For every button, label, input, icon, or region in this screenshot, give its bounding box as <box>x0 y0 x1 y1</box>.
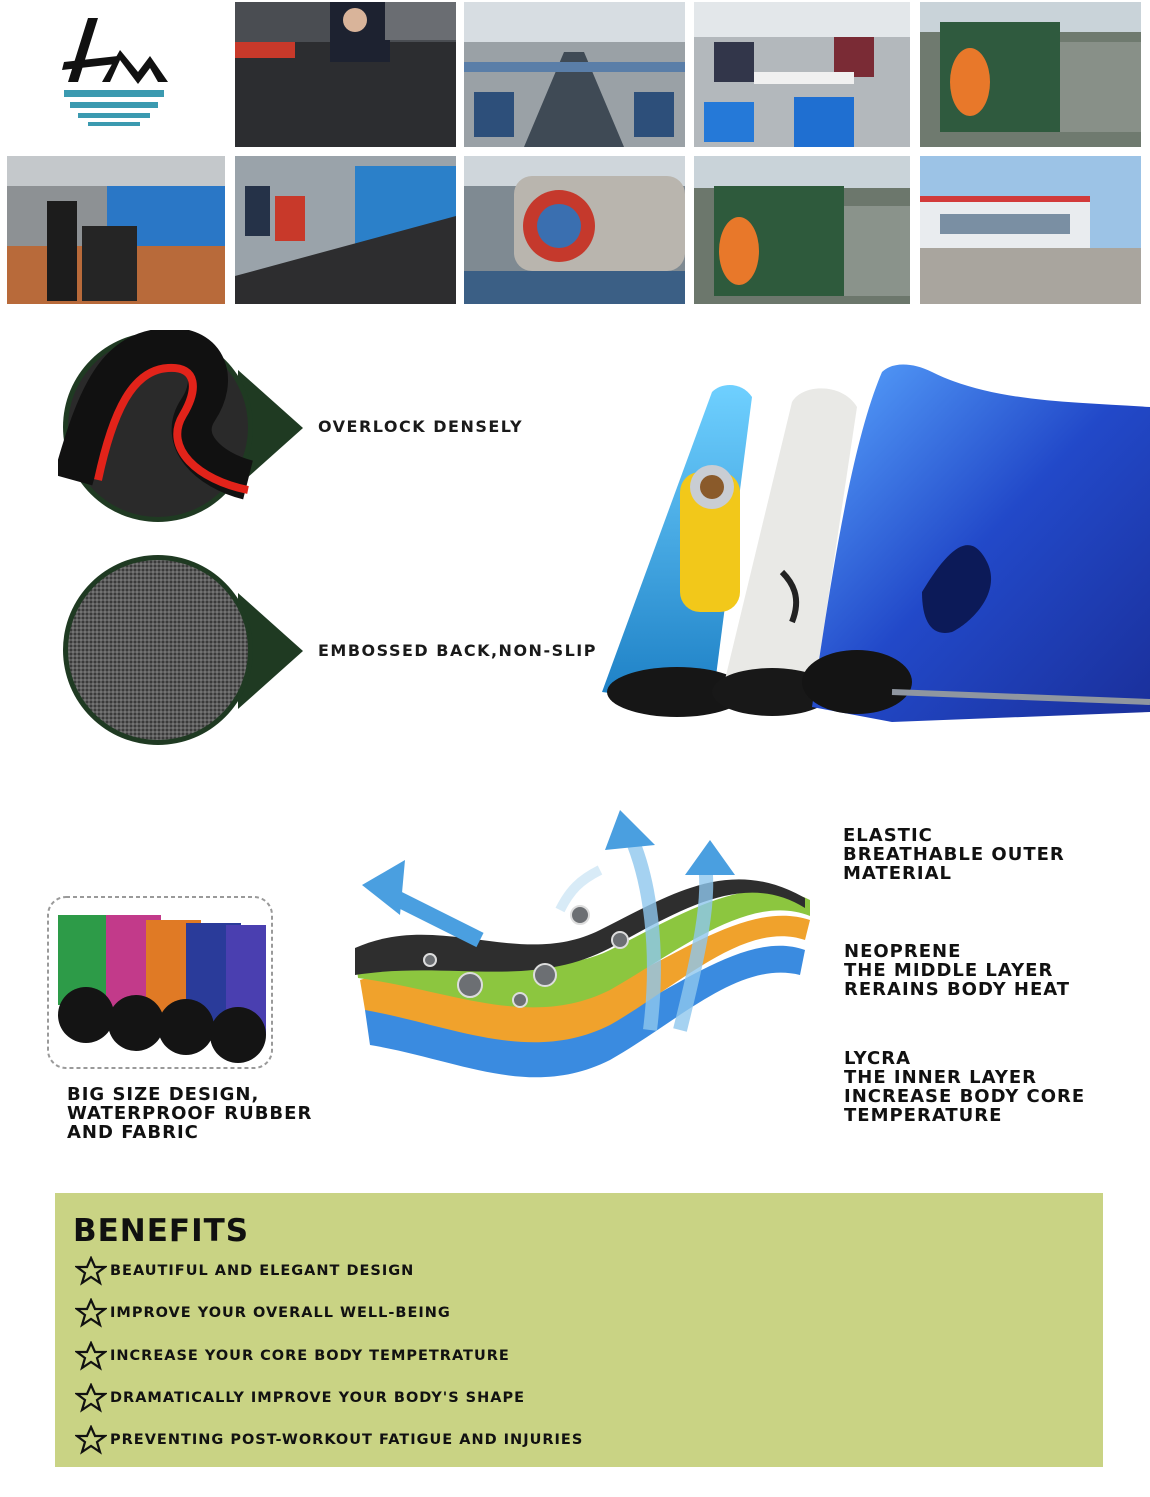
overlock-label: OVERLOCK DENSELY <box>318 417 524 436</box>
outer-layer-line: MATERIAL <box>843 863 952 884</box>
rolled-mats-image <box>592 362 1150 734</box>
benefit-item <box>75 1425 583 1455</box>
benefit-item <box>75 1256 414 1286</box>
embossed-detail-circle <box>58 553 303 748</box>
big-size-line: WATERPROOF RUBBER <box>67 1103 313 1124</box>
inner-layer-line: INCREASE BODY CORE <box>844 1086 1086 1107</box>
big-size-mats-image <box>46 895 274 1070</box>
inner-layer-line: TEMPERATURE <box>844 1105 1003 1126</box>
middle-layer-line: THE MIDDLE LAYER <box>844 960 1054 981</box>
benefit-item <box>75 1341 510 1371</box>
factory-photo-machine <box>920 2 1141 147</box>
benefit-text: INCREASE YOUR CORE BODY TEMPETRATURE <box>110 1348 510 1364</box>
embossed-label: EMBOSSED BACK,NON-SLIP <box>318 641 597 660</box>
middle-layer-text <box>844 942 1070 999</box>
benefit-text: IMPROVE YOUR OVERALL WELL-BEING <box>110 1305 451 1321</box>
factory-photo-rolls <box>7 156 225 304</box>
overlock-detail-circle <box>58 330 303 525</box>
big-size-line: AND FABRIC <box>67 1122 199 1143</box>
outer-layer-line: BREATHABLE OUTER <box>843 844 1065 865</box>
benefits-title: BENEFITS <box>73 1213 250 1249</box>
brand-logo <box>58 12 170 130</box>
factory-photo-sewing <box>694 2 910 147</box>
star-outline-icon <box>75 1298 107 1328</box>
star-outline-icon <box>75 1341 107 1371</box>
factory-photo-printing <box>235 156 456 304</box>
middle-layer-line: NEOPRENE <box>844 941 962 962</box>
big-size-line: BIG SIZE DESIGN, <box>67 1084 260 1105</box>
fabric-layers-diagram <box>350 800 820 1145</box>
factory-photo-machine-2 <box>694 156 910 304</box>
big-size-text <box>67 1085 312 1142</box>
factory-photo-laminator <box>464 156 685 304</box>
inner-layer-line: THE INNER LAYER <box>844 1067 1038 1088</box>
star-outline-icon <box>75 1425 107 1455</box>
star-outline-icon <box>75 1256 107 1286</box>
outer-layer-line: ELASTIC <box>843 825 933 846</box>
inner-layer-line: LYCRA <box>844 1048 912 1069</box>
factory-photo-line <box>464 2 685 147</box>
outer-layer-text <box>843 826 1065 883</box>
inner-layer-text <box>844 1049 1085 1125</box>
benefit-text: DRAMATICALLY IMPROVE YOUR BODY'S SHAPE <box>110 1390 526 1406</box>
factory-photo-cutting <box>235 2 456 147</box>
benefit-item <box>75 1298 451 1328</box>
benefit-text: BEAUTIFUL AND ELEGANT DESIGN <box>110 1263 415 1279</box>
benefit-item <box>75 1383 525 1413</box>
benefit-text: PREVENTING POST-WORKOUT FATIGUE AND INJURIES <box>110 1432 584 1448</box>
star-outline-icon <box>75 1383 107 1413</box>
middle-layer-line: RERAINS BODY HEAT <box>844 979 1071 1000</box>
factory-photo-building <box>920 156 1141 304</box>
benefits-panel <box>55 1193 1103 1467</box>
